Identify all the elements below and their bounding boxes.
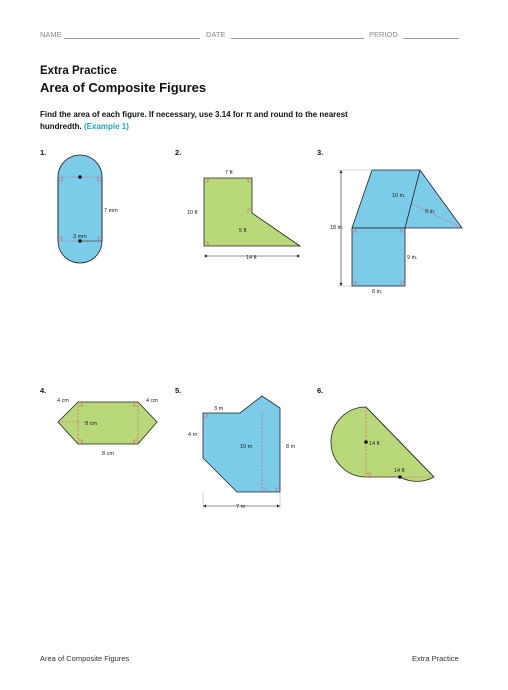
instruction-text: Find the area of each figure. If necessary, use 3.14 for π and round to the nearest hundredth. <box>40 110 348 131</box>
figure-1-label-radius: 3 mm <box>73 234 87 240</box>
figure-1-label-height: 7 mm <box>104 208 118 214</box>
date-label: DATE <box>206 30 226 39</box>
figure-5-label-left: 4 m <box>188 432 198 438</box>
figure-3-label-width: 8 in. <box>372 289 383 295</box>
problem-number-5: 5. <box>175 386 182 395</box>
figure-5-label-inner: 10 m <box>240 444 253 450</box>
figure-4-label-right: 4 cm <box>146 398 158 404</box>
problem-number-3: 3. <box>317 148 324 157</box>
figure-5-label-top: 3 m <box>214 406 224 412</box>
problem-number-2: 2. <box>175 148 182 157</box>
worksheet-subtitle: Extra Practice <box>40 65 117 77</box>
figure-4-label-base: 8 cm <box>102 451 114 457</box>
figure-2-label-step: 5 ft <box>239 228 247 234</box>
footer-right: Extra Practice <box>412 654 459 663</box>
figure-3-label-height: 9 in. <box>425 209 436 215</box>
figure-5-label-right: 8 m <box>286 444 296 450</box>
figure-2-label-left: 10 ft <box>187 210 198 216</box>
figure-3-label-rect-height: 9 in. <box>407 255 418 261</box>
example-link[interactable]: (Example 1) <box>84 122 129 131</box>
problem-number-1: 1. <box>40 148 47 157</box>
figure-2-label-top: 7 ft <box>225 170 233 176</box>
figure-4-label-left: 4 cm <box>57 398 69 404</box>
period-label: PERIOD <box>369 30 398 39</box>
worksheet-title: Area of Composite Figures <box>40 80 207 95</box>
problem-number-4: 4. <box>40 386 47 395</box>
figure-5-label-bottom: 7 m <box>236 504 246 510</box>
figure-4-label-height: 8 cm <box>85 421 97 427</box>
figure-6-label-left: 14 ft <box>369 441 380 447</box>
footer-left: Area of Composite Figures <box>40 654 130 663</box>
figure-3-label-slant: 10 in. <box>392 193 406 199</box>
name-label: NAME <box>40 30 62 39</box>
figure-6-label-bottom: 14 ft <box>394 468 405 474</box>
figure-3-label-total: 18 in. <box>330 225 344 231</box>
figure-2-label-bottom: 14 ft <box>246 255 257 261</box>
problem-number-6: 6. <box>317 386 324 395</box>
